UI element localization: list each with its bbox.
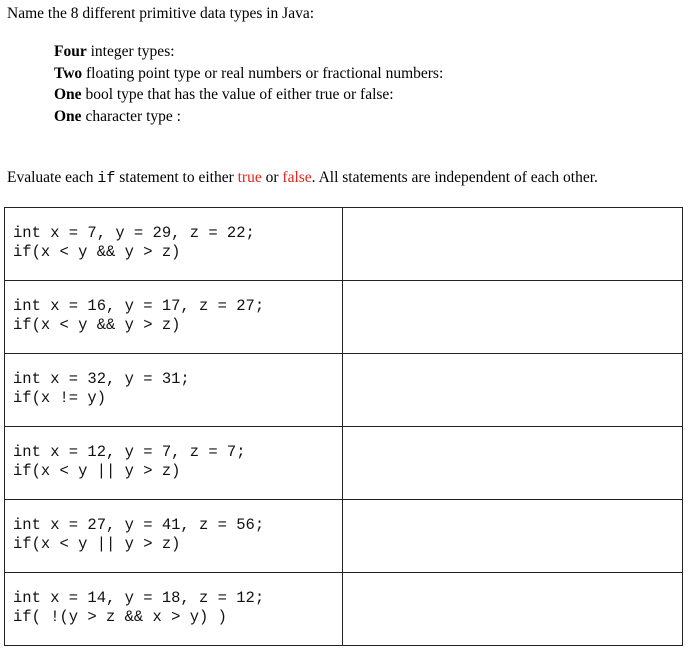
page-heading: Name the 8 different primitive data types in Java: — [7, 5, 315, 22]
answer-cell[interactable] — [342, 573, 682, 646]
questions-table — [4, 207, 683, 646]
code-line-condition: if(x < y && y > z) — [13, 315, 181, 334]
types-item-character — [54, 106, 443, 128]
table-row — [5, 354, 683, 427]
code-line-condition: if(x != y) — [13, 388, 107, 407]
code-cell — [5, 281, 343, 354]
types-item-label: bool type that has the value of either true or false: — [81, 86, 394, 103]
instructions-or: or — [261, 169, 283, 186]
code-line-declaration: int x = 32, y = 31; — [13, 370, 190, 388]
code-cell — [5, 573, 343, 646]
types-item-count: Four — [54, 43, 87, 60]
if-keyword: if — [97, 170, 116, 187]
code-line-declaration: int x = 7, y = 29, z = 22; — [13, 224, 255, 242]
instructions-text — [7, 168, 598, 189]
types-item-label: character type : — [81, 107, 181, 125]
table-row — [5, 573, 683, 646]
code-cell — [5, 208, 343, 281]
instructions-prefix: Evaluate each — [7, 169, 98, 186]
code-line-condition: if(x < y || y > z) — [13, 461, 181, 480]
primitive-types-list — [54, 41, 443, 127]
types-item-floating — [54, 63, 443, 85]
code-line-declaration: int x = 12, y = 7, z = 7; — [13, 443, 246, 461]
false-word: false — [282, 169, 312, 186]
code-line-declaration: int x = 27, y = 41, z = 56; — [13, 516, 265, 534]
answer-cell[interactable] — [342, 281, 682, 354]
instructions-suffix: . All statements are independent of each other. — [311, 169, 598, 186]
code-line-declaration: int x = 14, y = 18, z = 12; — [13, 589, 265, 607]
table-row — [5, 500, 683, 573]
true-word: true — [237, 169, 262, 186]
table-row — [5, 427, 683, 500]
instructions-middle: statement to either — [115, 169, 238, 186]
code-line-condition: if( !(y > z && x > y) ) — [13, 607, 227, 626]
code-cell — [5, 427, 343, 500]
types-item-boolean — [54, 84, 443, 106]
types-item-count: One — [54, 107, 82, 125]
answer-cell[interactable] — [342, 500, 682, 573]
table-row — [5, 281, 683, 354]
types-item-count: One — [54, 86, 82, 103]
table-row — [5, 208, 683, 281]
code-line-condition: if(x < y || y > z) — [13, 534, 181, 553]
answer-cell[interactable] — [342, 354, 682, 427]
answer-cell[interactable] — [342, 208, 682, 281]
answer-cell[interactable] — [342, 427, 682, 500]
types-item-label: integer types: — [86, 43, 175, 60]
types-item-integer — [54, 41, 443, 63]
code-line-declaration: int x = 16, y = 17, z = 27; — [13, 297, 265, 315]
types-item-count: Two — [54, 64, 83, 82]
code-cell — [5, 500, 343, 573]
types-item-label: floating point type or real numbers or fractional numbers: — [82, 64, 444, 82]
code-line-condition: if(x < y && y > z) — [13, 242, 181, 261]
code-cell — [5, 354, 343, 427]
